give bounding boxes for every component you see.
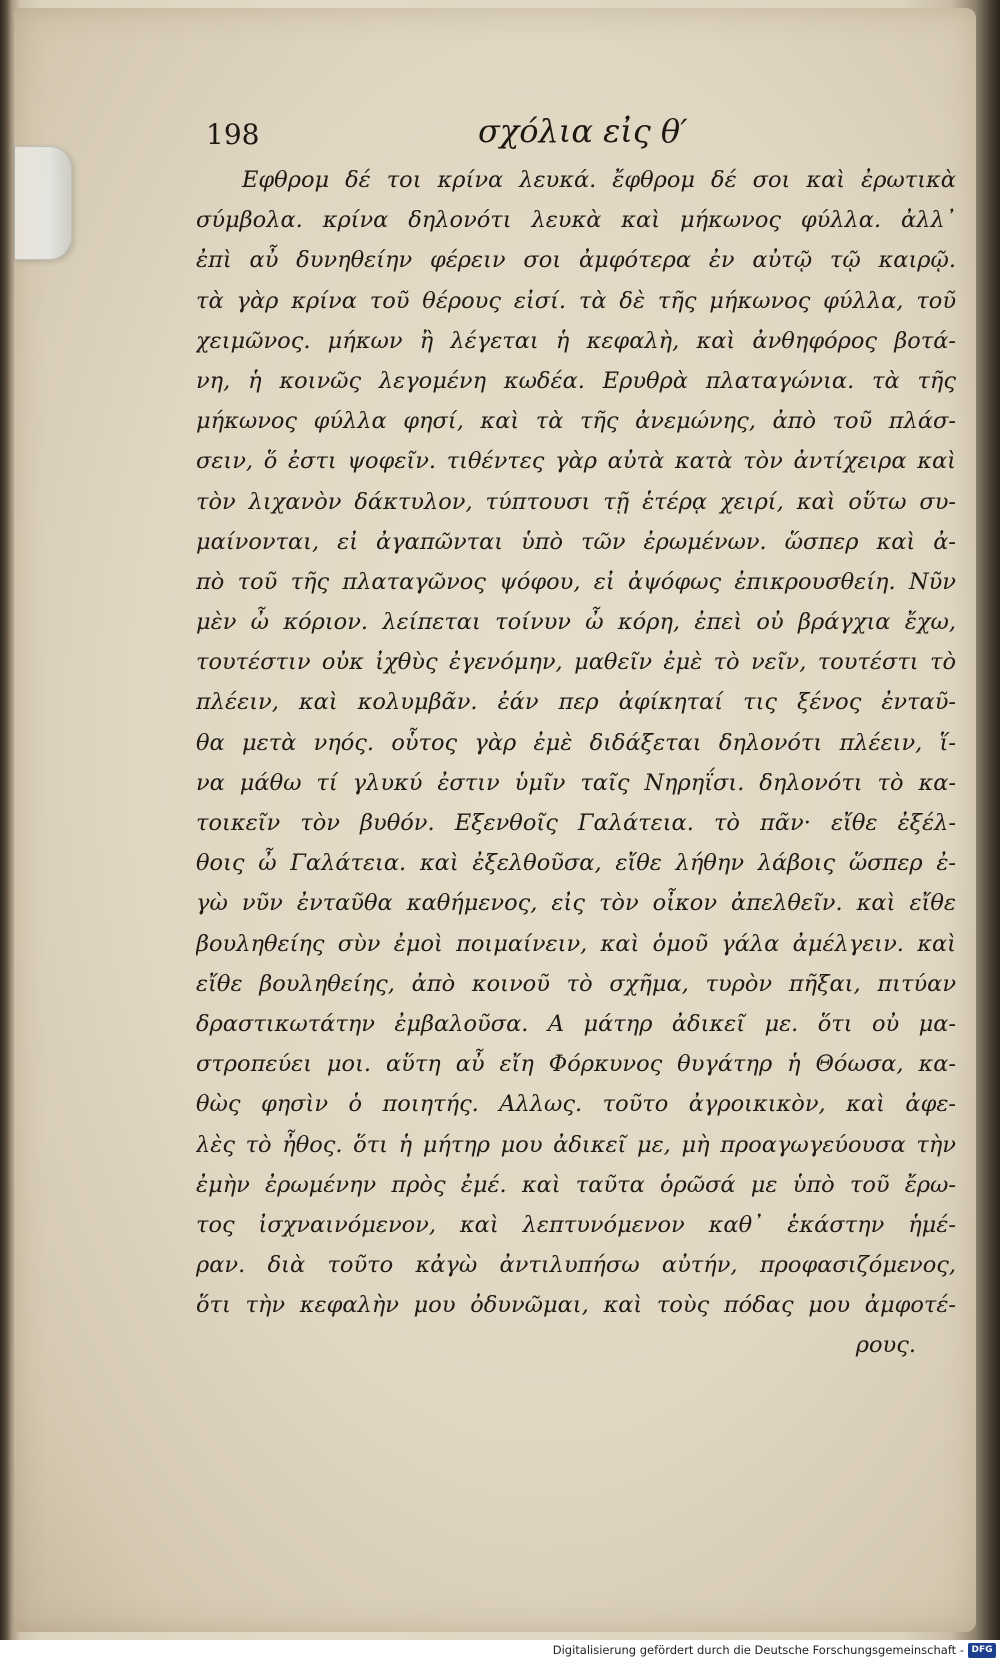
text-line-final: ρους.: [855, 1332, 916, 1359]
text-line: ὅτι τὴν κεφαλὴν μου ὀδυνῶμαι, καὶ τοὺς πόδας μου ἀμφοτέ-: [196, 1292, 956, 1319]
text-line: γὼ νῦν ἐνταῦθα καθήμενος, εἰς τὸν οἶκον ἀπελθεῖν. καὶ εἴθε: [196, 890, 956, 917]
text-line: τος ἰσχναινόμενον, καὶ λεπτυνόμενον καθ᾽ ἑκάστην ἡμέ-: [196, 1211, 956, 1238]
text-line: στροπεύει μοι. αὕτη αὖ εἴη Φόρκυνος θυγάτηρ ἡ Θόωσα, κα-: [196, 1051, 956, 1078]
text-line: τὸν λιχανὸν δάκτυλον, τύπτουσι τῇ ἑτέρᾳ χειρί, καὶ οὕτω συ-: [196, 488, 956, 515]
text-line: μήκωνος φύλλα φησί, καὶ τὰ τῆς ἀνεμώνης, ἀπὸ τοῦ πλάσ-: [196, 408, 956, 435]
text-line: μαίνονται, εἰ ἀγαπῶνται ὑπὸ τῶν ἐρωμένων. ὥσπερ καὶ ἀ-: [196, 528, 956, 555]
text-line: θοις ὦ Γαλάτεια. καὶ ἐξελθοῦσα, εἴθε λήθην λάβοις ὥσπερ ἐ-: [196, 850, 956, 877]
text-line: ἐπὶ αὖ δυνηθείην φέρειν σοι ἀμφότερα ἐν αὐτῷ τῷ καιρῷ.: [196, 247, 956, 274]
running-head: σχόλια εἰς θ′: [478, 112, 688, 150]
dfg-logo-icon: DFG: [968, 1643, 996, 1658]
text-line: θα μετὰ νηός. οὗτος γὰρ ἐμὲ διδάξεται δηλονότι πλέειν, ἵ-: [196, 729, 956, 756]
text-line: τὰ γὰρ κρίνα τοῦ θέρους εἰσί. τὰ δὲ τῆς μήκωνος φύλλα, τοῦ: [196, 287, 956, 314]
page-clip: [14, 146, 72, 260]
page-header: [0, 112, 1000, 152]
text-line: πλέειν, καὶ κολυμβᾶν. ἐάν περ ἀφίκηταί τις ξένος ἐνταῦ-: [196, 689, 956, 716]
text-line: Εφθρομ δέ τοι κρίνα λευκά. ἔφθρομ δέ σοι καὶ ἐρωτικὰ: [242, 167, 956, 193]
text-line: θὼς φησὶν ὁ ποιητής. Αλλως. τοῦτο ἀγροικικὸν, καὶ ἀφε-: [196, 1091, 956, 1118]
text-line: τουτέστιν οὐκ ἰχθὺς ἐγενόμην, μαθεῖν ἐμὲ τὸ νεῖν, τουτέστι τὸ: [196, 649, 956, 676]
text-line: σειν, ὅ ἐστι ψοφεῖν. τιθέντες γὰρ αὐτὰ κατὰ τὸν ἀντίχειρα καὶ: [196, 448, 956, 475]
text-line: χειμῶνος. μήκων ἢ λέγεται ἡ κεφαλὴ, καὶ ἀνθηφόρος βοτά-: [196, 327, 956, 354]
text-line: εἴθε βουληθείης, ἀπὸ κοινοῦ τὸ σχῆμα, τυρὸν πῆξαι, πιτύαν: [196, 970, 956, 997]
text-line: δραστικωτάτην ἐμβαλοῦσα. Α μάτηρ ἀδικεῖ με. ὅτι οὐ μα-: [196, 1010, 956, 1037]
text-line: ραν. διὰ τοῦτο κἀγὼ ἀντιλυπήσω αὐτήν, προφασιζόμενος,: [196, 1252, 956, 1279]
text-line: πὸ τοῦ τῆς πλαταγῶνος ψόφου, εἰ ἀψόφως ἐπικρουσθείη. Νῦν: [196, 568, 956, 595]
body-text: [196, 160, 956, 1366]
text-line: να μάθω τί γλυκύ ἐστιν ὑμῖν ταῖς Νηρηΐσι. δηλονότι τὸ κα-: [196, 769, 956, 796]
text-line: βουληθείης σὺν ἐμοὶ ποιμαίνειν, καὶ ὁμοῦ γάλα ἀμέλγειν. καὶ: [196, 930, 956, 957]
text-line: σύμβολα. κρίνα δηλονότι λευκὰ καὶ μήκωνος φύλλα. ἀλλ᾽: [196, 207, 956, 234]
page-number: 198: [206, 118, 260, 151]
text-line: ἐμὴν ἐρωμένην πρὸς ἐμέ. καὶ ταῦτα ὁρῶσά με ὑπὸ τοῦ ἔρω-: [196, 1171, 956, 1198]
text-line: μὲν ὦ κόριον. λείπεται τοίνυν ὦ κόρη, ἐπεὶ οὐ βράγχια ἔχω,: [196, 609, 956, 636]
text-line: νη, ἡ κοινῶς λεγομένη κωδέα. Ερυθρὰ πλαταγώνια. τὰ τῆς: [196, 367, 956, 394]
footer-credit: Digitalisierung gefördert durch die Deutsche Forschungsgemeinschaft -: [552, 1643, 964, 1657]
text-line: λὲς τὸ ἦθος. ὅτι ἡ μήτηρ μου ἀδικεῖ με, μὴ προαγωγεύουσα τὴν: [196, 1131, 956, 1158]
digitization-footer: [0, 1640, 1000, 1662]
text-line: τοικεῖν τὸν βυθόν. Εξενθοῖς Γαλάτεια. τὸ πᾶν· εἴθε ἐξέλ-: [196, 810, 956, 836]
